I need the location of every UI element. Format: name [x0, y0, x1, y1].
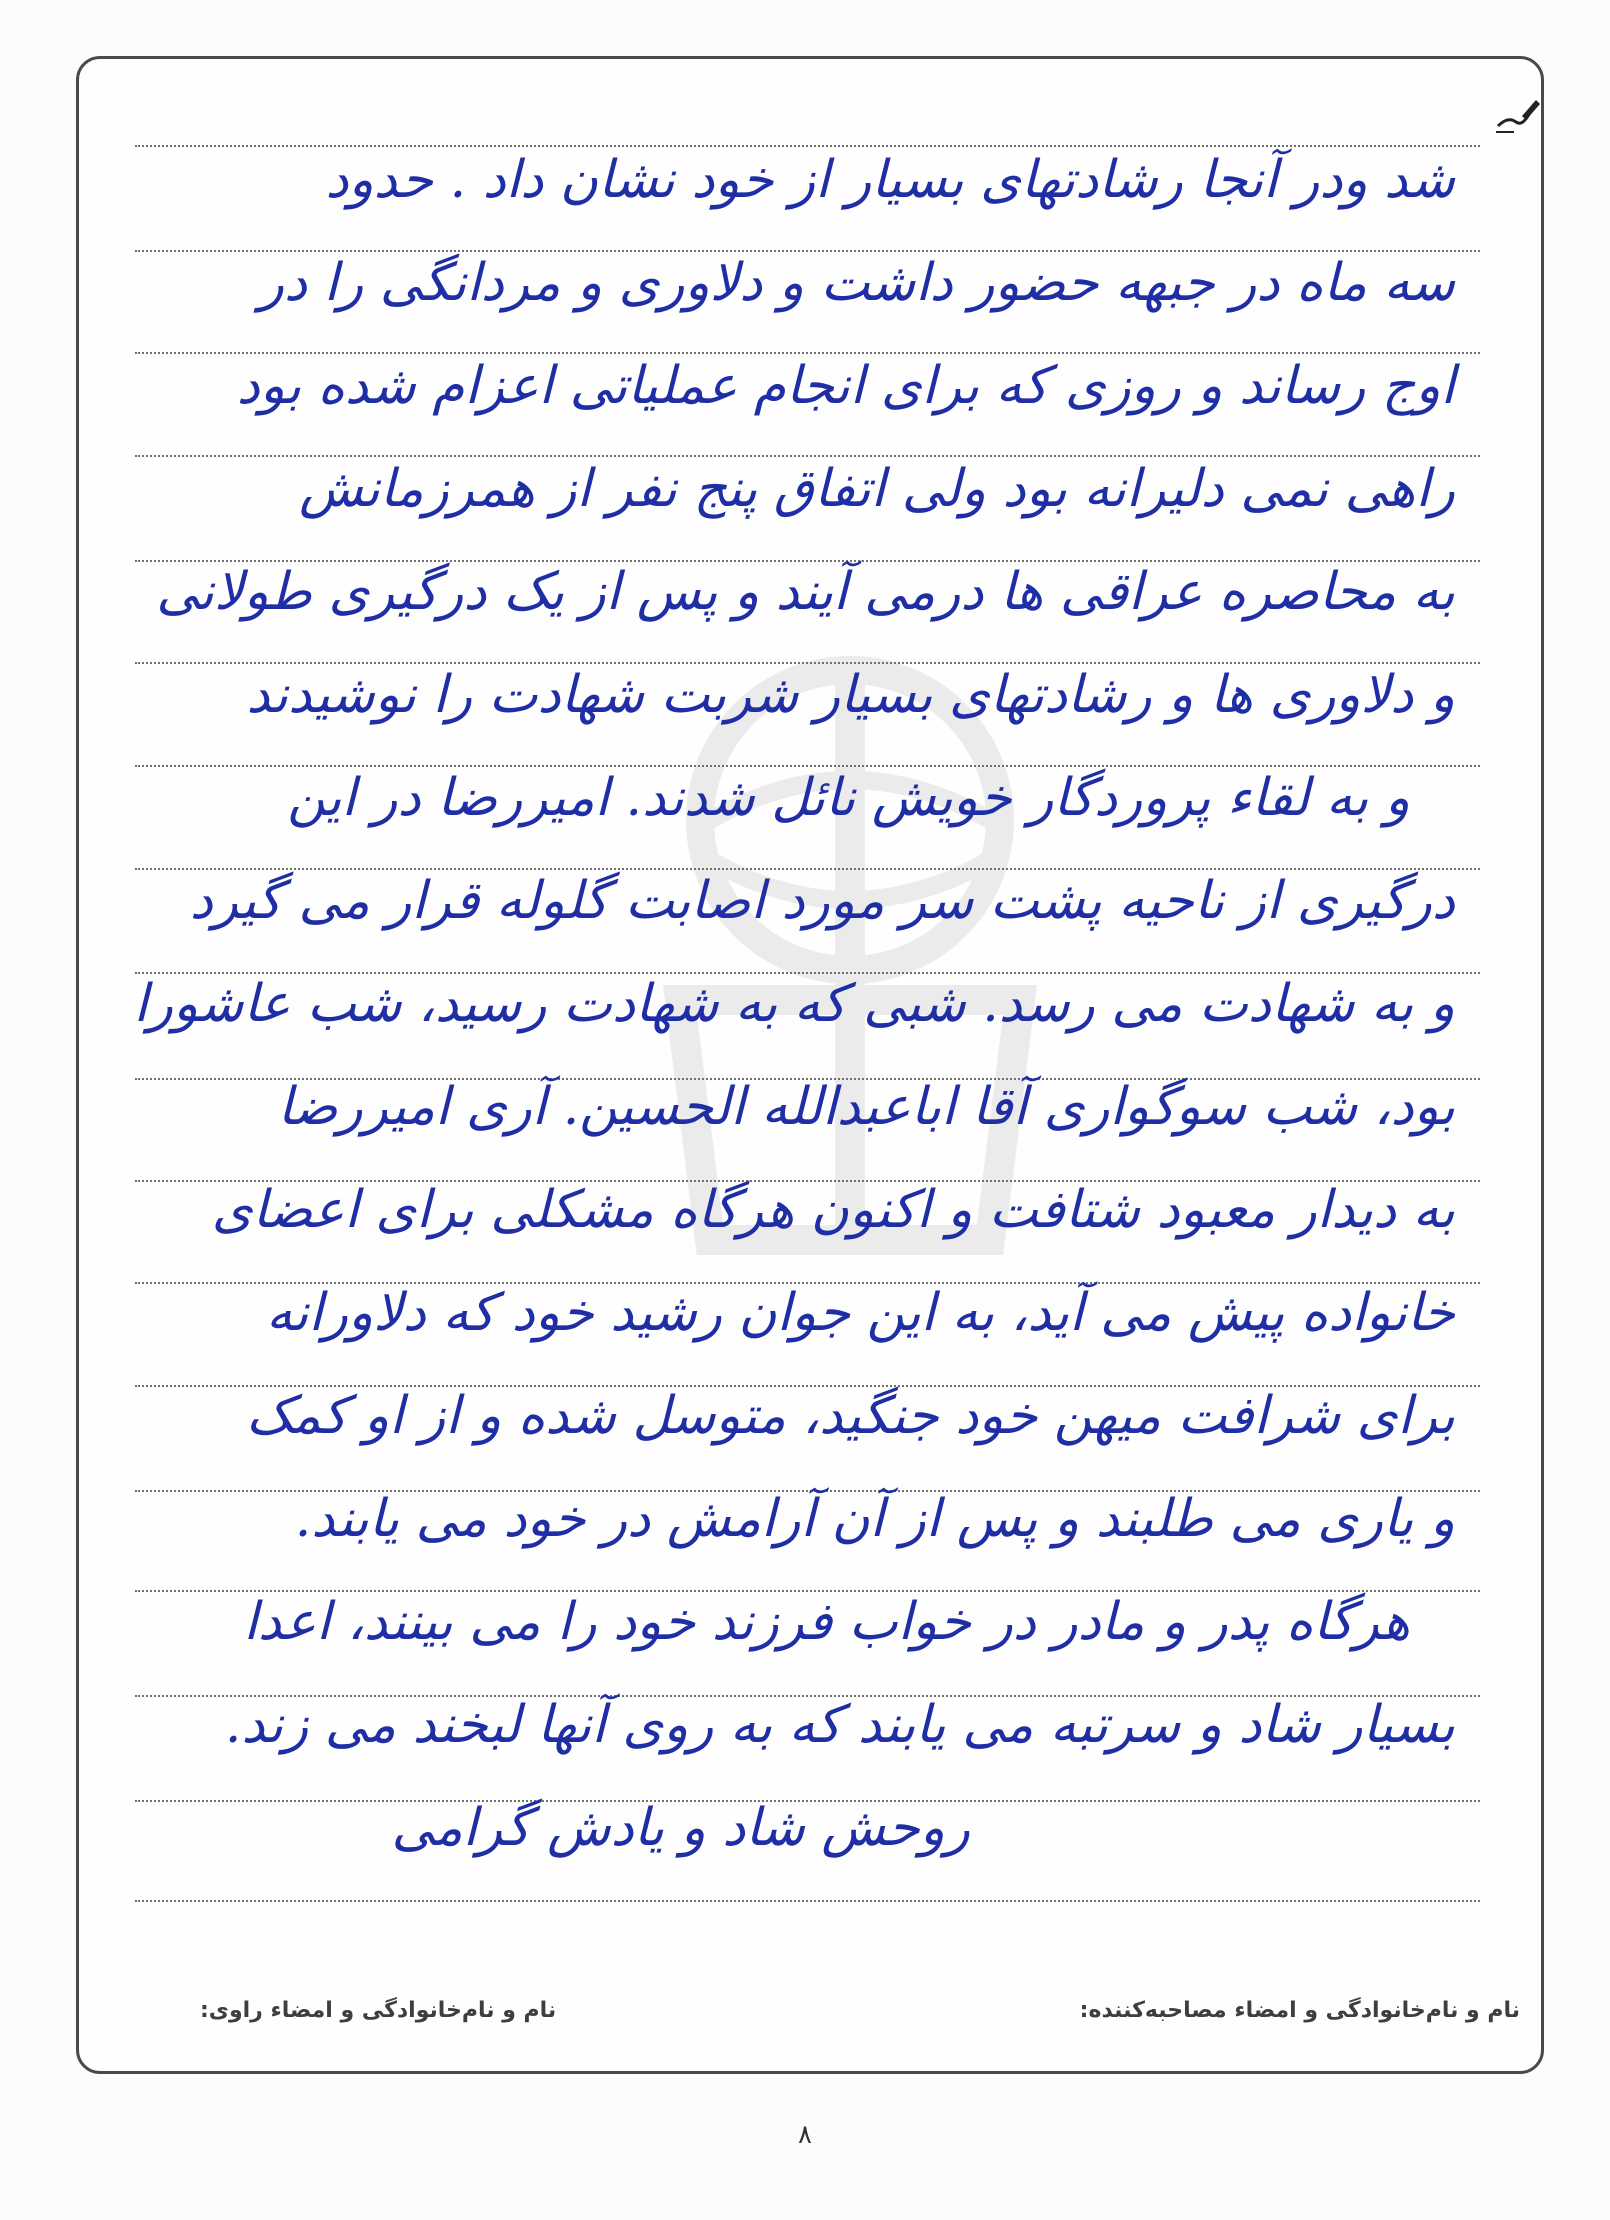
- handwritten-line: هرگاه پدر و مادر در خواب فرزند خود را می بینند، اعدا: [243, 1592, 1410, 1652]
- handwritten-line: برای شرافت میهن خود جنگید، متوسل شده و از او کمک: [246, 1386, 1455, 1446]
- signature-labels: [200, 1998, 1520, 2023]
- handwritten-line: و یاری می طلبند و پس از آن آرامش در خود می یابند.: [294, 1489, 1455, 1549]
- handwritten-line: و دلاوری ها و رشادتهای بسیار شربت شهادت را نوشیدند: [246, 665, 1455, 725]
- handwritten-line: سه ماه در جبهه حضور داشت و دلاوری و مردانگی را در: [258, 253, 1455, 313]
- handwritten-line: بود، شب سوگواری آقا اباعبدالله الحسین. آری امیررضا: [277, 1077, 1455, 1137]
- handwritten-line: روحش شاد و یادش گرامی: [391, 1798, 970, 1858]
- handwritten-line: درگیری از ناحیه پشت سر مورد اصابت گلوله قرار می گیرد: [189, 871, 1455, 931]
- handwritten-line: به دیدار معبود شتافت و اکنون هرگاه مشکلی برای اعضای: [211, 1180, 1455, 1240]
- handwritten-line: و به شهادت می رسد. شبی که به شهادت رسید، شب عاشورا: [133, 974, 1455, 1034]
- handwritten-line: و به لقاء پروردگار خویش نائل شدند. امیررضا در این: [287, 768, 1410, 828]
- handwritten-line: خانواده پیش می آید، به این جوان رشید خود که دلاورانه: [266, 1283, 1455, 1343]
- handwritten-line: اوج رساند و روزی که برای انجام عملیاتی اعزام شده بود: [236, 356, 1455, 416]
- narrator-signature-label: نام و نام‌خانوادگی و امضاء راوی:: [200, 1998, 557, 2023]
- handwritten-line: به محاصره عراقی ها درمی آیند و پس از یک درگیری طولانی: [156, 562, 1455, 622]
- pen-writing-icon: [1494, 96, 1540, 136]
- handwritten-line: بسیار شاد و سرتبه می یابند که به روی آنها لبخند می زند.: [224, 1695, 1455, 1755]
- handwritten-line: شد ودر آنجا رشادتهای بسیار از خود نشان داد . حدود: [325, 150, 1455, 210]
- ruled-line: [135, 1900, 1480, 1902]
- handwritten-line: راهی نمی دلیرانه بود ولی اتفاق پنج نفر از همرزمانش: [299, 459, 1455, 519]
- interviewer-signature-label: نام و نام‌خانوادگی و امضاء مصاحبه‌کننده:: [1079, 1998, 1520, 2023]
- page-number: ۸: [798, 2120, 812, 2150]
